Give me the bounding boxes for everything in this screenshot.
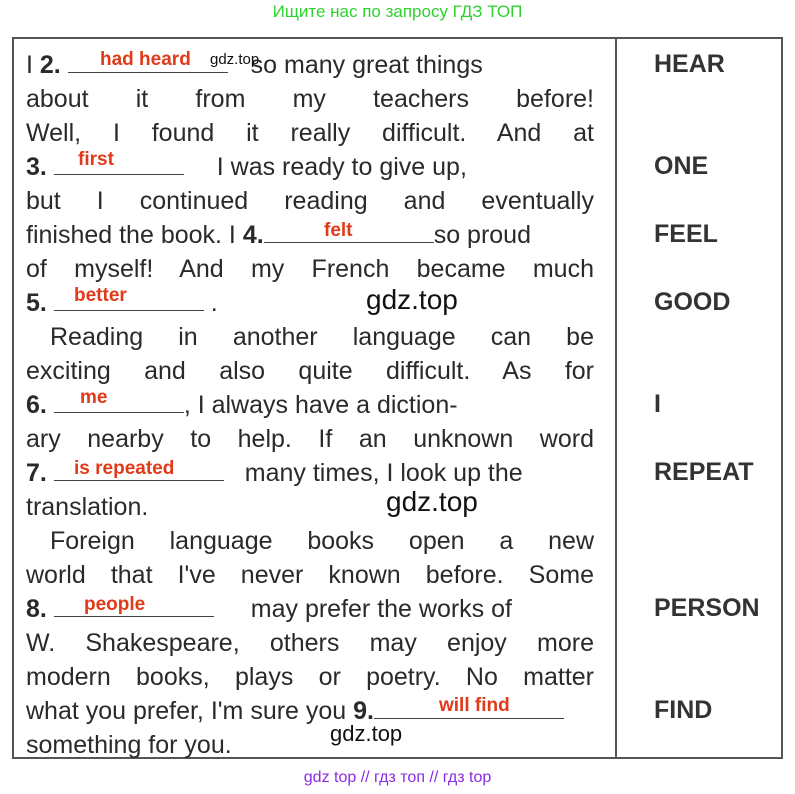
text-line: finished the book. I 4. so proud (26, 218, 594, 252)
text-line: 8. may prefer the works of (26, 592, 594, 626)
watermark: gdz.top (386, 486, 478, 517)
text-line: 7. many times, I look up the (26, 456, 594, 490)
text-line: translation. (26, 493, 149, 521)
keyword-one: ONE (654, 152, 709, 180)
keyword-feel: FEEL (654, 220, 718, 248)
answer-6: me (80, 387, 108, 408)
text-line: exciting and also quite difficult. As for (26, 357, 594, 385)
keyword-i: I (654, 390, 661, 418)
keyword-hear: HEAR (654, 50, 725, 78)
footer-banner: gdz top // гдз топ // гдз top (303, 769, 492, 786)
answer-5: better (74, 285, 127, 306)
answer-9: will find (439, 695, 510, 716)
answer-3: first (78, 149, 114, 170)
text-line: something for you. (26, 731, 232, 759)
blank-6 (54, 388, 184, 413)
text-line: 5. . (26, 286, 594, 320)
watermark: gdz.top (210, 51, 260, 68)
answer-4: felt (324, 220, 353, 241)
text-line: of myself! And my French became much (26, 255, 594, 283)
watermark: gdz.top (330, 721, 403, 746)
blank-3 (54, 150, 184, 175)
watermark: gdz.top (366, 284, 458, 315)
answer-2: had heard (100, 49, 191, 70)
text-line: I 2. so many great things (26, 48, 594, 82)
exercise-table (12, 37, 783, 759)
text-line: ary nearby to help. If an unknown word (26, 425, 594, 453)
keyword-good: GOOD (654, 288, 731, 316)
text-line: 3. I was ready to give up, (26, 150, 594, 184)
text-line: W. Shakespeare, others may enjoy more (26, 629, 594, 657)
answer-7: is repeated (74, 458, 175, 479)
keyword-person: PERSON (654, 594, 760, 622)
text-line: Well, I found it really difficult. And at (26, 119, 594, 147)
text-line: Foreign language books open a new (50, 527, 594, 555)
answer-8: people (84, 594, 146, 615)
header-banner: Ищите нас по запросу ГДЗ ТОП (272, 2, 523, 21)
text-line: world that I've never known before. Some (26, 561, 594, 589)
text-line: modern books, plays or poetry. No matter (26, 663, 594, 691)
keyword-repeat: REPEAT (654, 458, 754, 486)
text-line: Reading in another language can be (50, 323, 594, 351)
column-divider (615, 39, 617, 757)
text-line: what you prefer, I'm sure you 9. (26, 694, 594, 728)
text-line: but I continued reading and eventually (26, 187, 594, 215)
text-line: about it from my teachers before! (26, 85, 594, 113)
text-line: 6. , I always have a diction- (26, 388, 594, 422)
keyword-find: FIND (654, 696, 713, 724)
